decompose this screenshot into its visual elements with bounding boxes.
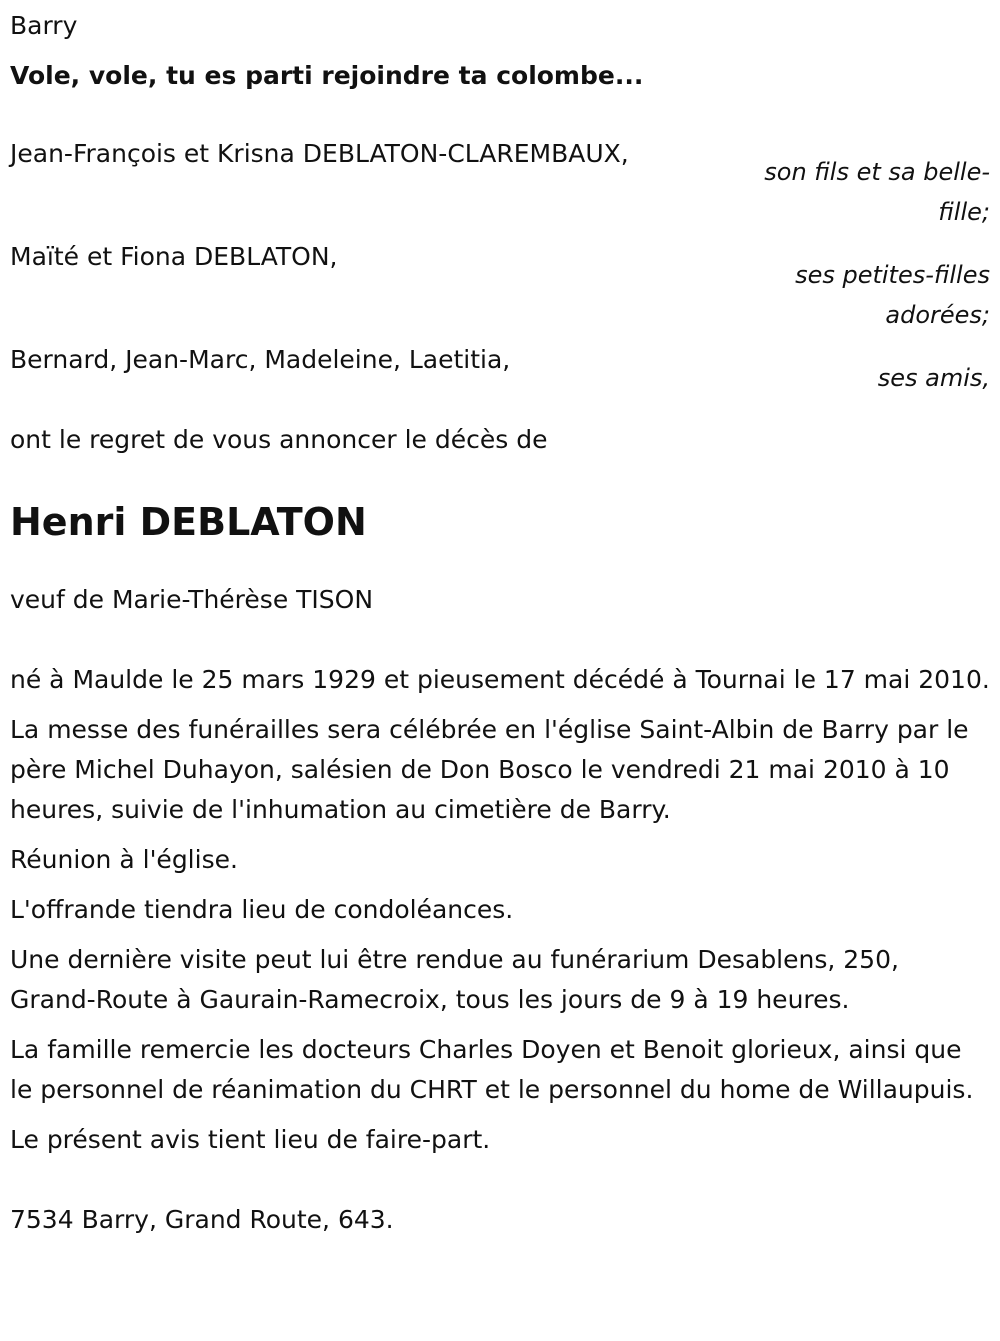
family-relation: ses petites-filles adorées; [795,261,990,329]
address: 7534 Barry, Grand Route, 643. [10,1205,394,1234]
funeral-mass-paragraph: La messe des funérailles sera célébrée en l'église Saint-Albin de Barry par le père Michel Duhayon, salésien de Don Bosco le vendredi 21 mai 2010 à 10 heures, suivie de l'inhumation au cimetière de Barry. [10,715,969,824]
announcement-text: ont le regret de vous annoncer le décès de [10,425,548,454]
birth-death-paragraph: né à Maulde le 25 mars 1929 et pieusement décédé à Tournai le 17 mai 2010. [10,665,990,694]
family-names: Bernard, Jean-Marc, Madeleine, Laetitia, [10,345,511,374]
visit-paragraph: Une dernière visite peut lui être rendue au funérarium Desablens, 250, Grand-Route à Gaurain-Ramecroix, tous les jours de 9 à 19 heures. [10,945,899,1014]
family-list [10,134,990,420]
deceased-name: Henri DEBLATON [10,500,367,544]
notice-paragraph: Le présent avis tient lieu de faire-part. [10,1125,491,1154]
spouse-line: veuf de Marie-Thérèse TISON [10,585,374,614]
family-relation: ses amis, [877,364,990,392]
family-names: Maïté et Fiona DEBLATON, [10,242,338,271]
meeting-paragraph: Réunion à l'église. [10,845,238,874]
offering-paragraph: L'offrande tiendra lieu de condoléances. [10,895,514,924]
family-entry [10,134,990,237]
family-entry [10,237,990,340]
obituary-notice [10,6,990,1240]
epigraph: Vole, vole, tu es parti rejoindre ta colombe... [10,61,644,90]
family-names: Jean-François et Krisna DEBLATON-CLAREMBAUX, [10,139,629,168]
family-entry [10,340,990,420]
thanks-paragraph: La famille remercie les docteurs Charles Doyen et Benoit glorieux, ainsi que le personnel de réanimation du CHRT et le personnel du home de Willaupuis. [10,1035,974,1104]
place-name: Barry [10,11,78,40]
family-relation: son fils et sa belle-fille; [764,158,990,226]
